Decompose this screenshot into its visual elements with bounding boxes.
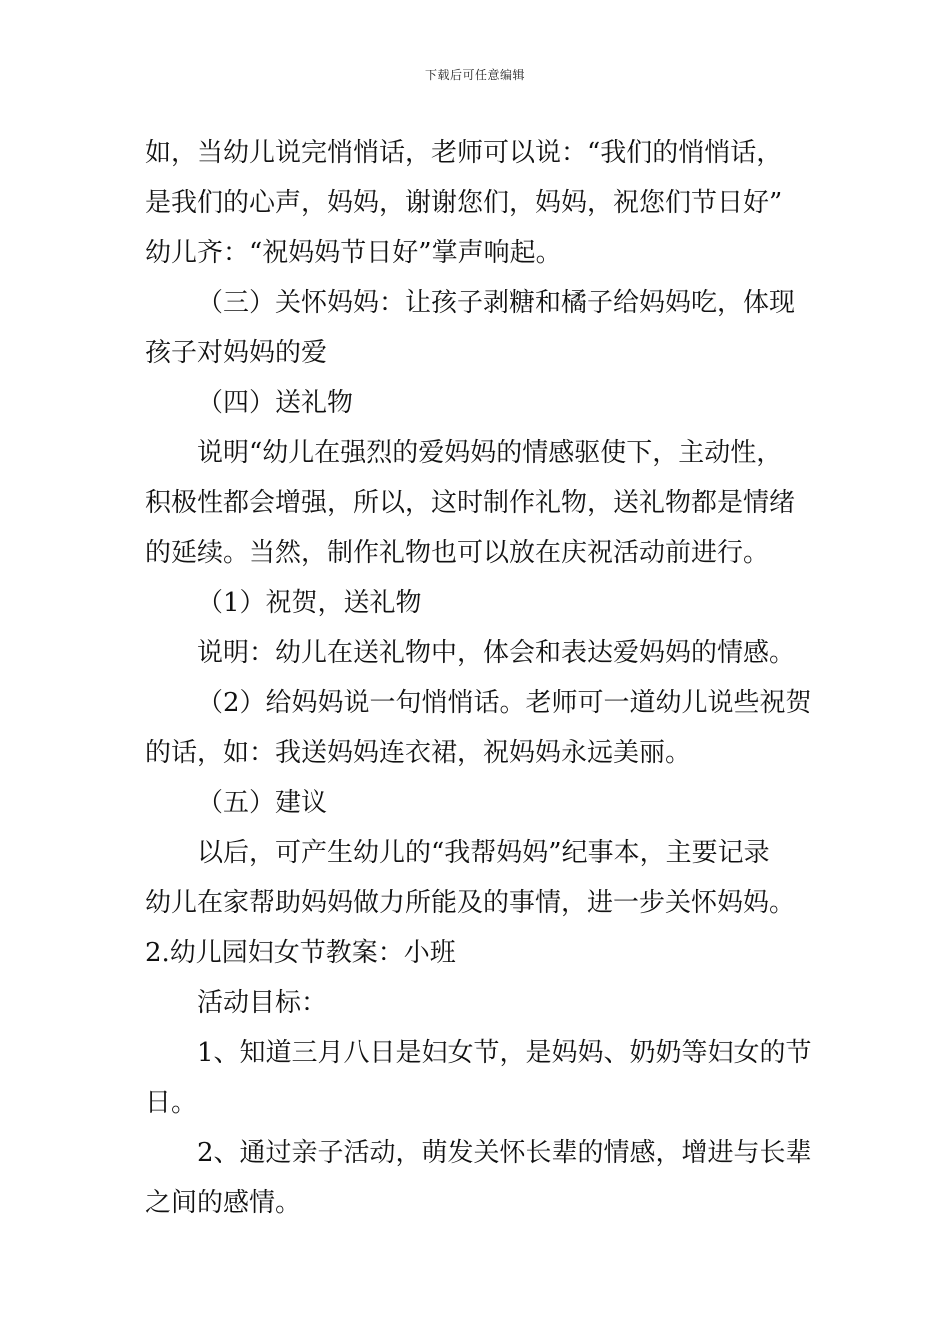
paragraph-line: 说明“幼儿在强烈的爱妈妈的情感驱使下，主动性， [197, 438, 783, 468]
text-line: 如，当幼儿说完悄悄话，老师可以说：“我们的悄悄话， [145, 138, 783, 168]
document-body [145, 128, 815, 1228]
text-line: 日。 [145, 1088, 198, 1118]
section-heading: （五）建议 [197, 788, 328, 818]
document-title: 2.幼儿园妇女节教案：小班 [145, 938, 456, 968]
list-item: 2、通过亲子活动，萌发关怀长辈的情感，增进与长辈 [197, 1138, 812, 1168]
text-line: 是我们的心声，妈妈，谢谢您们，妈妈，祝您们节日好” [145, 188, 783, 218]
subheading: 活动目标： [197, 988, 328, 1018]
subsection-heading: （1）祝贺，送礼物 [197, 588, 422, 618]
text-line: 幼儿在家帮助妈妈做力所能及的事情，进一步关怀妈妈。 [145, 888, 796, 918]
page-header: 下载后可任意编辑 [424, 68, 525, 82]
text-line: 的延续。当然，制作礼物也可以放在庆祝活动前进行。 [145, 538, 770, 568]
list-item: 1、知道三月八日是妇女节，是妈妈、奶奶等妇女的节 [197, 1038, 812, 1068]
paragraph-line: 以后，可产生幼儿的“我帮妈妈”纪事本，主要记录 [197, 838, 770, 868]
paragraph-line: 说明：幼儿在送礼物中，体会和表达爱妈妈的情感。 [197, 638, 796, 668]
section-heading: （四）送礼物 [197, 388, 354, 418]
subsection-heading: （2）给妈妈说一句悄悄话。老师可一道幼儿说些祝贺 [197, 688, 812, 718]
text-line: 幼儿齐：“祝妈妈节日好”掌声响起。 [145, 238, 562, 268]
section-heading: （三）关怀妈妈：让孩子剥糖和橘子给妈妈吃，体现 [197, 288, 796, 318]
text-line: 孩子对妈妈的爱 [145, 338, 328, 368]
text-line: 积极性都会增强，所以，这时制作礼物，送礼物都是情绪 [145, 488, 796, 518]
text-line: 之间的感情。 [145, 1188, 302, 1218]
text-line: 的话，如：我送妈妈连衣裙，祝妈妈永远美丽。 [145, 738, 692, 768]
